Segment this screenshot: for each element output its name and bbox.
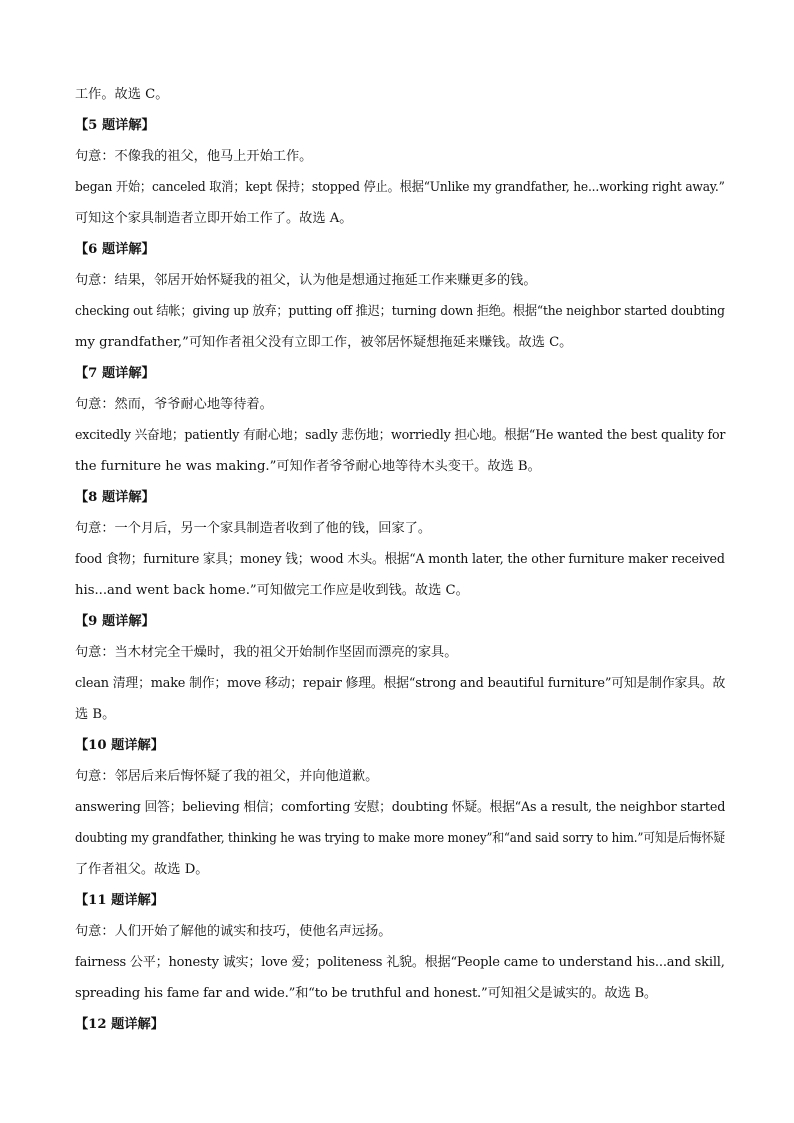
text-line: 句意：一个月后，另一个家具制造者收到了他的钱，回家了。 [75, 521, 432, 536]
text-line: 句意：邻居后来后悔怀疑了我的祖父，并向他道歉。 [75, 769, 379, 784]
question-heading: 【6 题详解】 [75, 242, 155, 257]
text-line: 了作者祖父。故选 D。 [75, 862, 209, 877]
document-page [75, 79, 725, 1040]
text-line: 句意：结果，邻居开始怀疑我的祖父，认为他是想通过拖延工作来赚更多的钱。 [75, 273, 537, 288]
text-line: 句意：不像我的祖父，他马上开始工作。 [75, 149, 313, 164]
text-line: spreading his fame far and wide.”和“to be truthful and honest.”可知祖父是诚实的。故选 B。 [75, 986, 657, 1001]
text-line: doubting my grandfather, thinking he was trying to make more money”和“and said sorry to him.”可知是后悔怀疑 [75, 831, 725, 846]
text-line: clean 清理；make 制作；move 移动；repair 修理。根据“strong and beautiful furniture”可知是制作家具。故 [75, 676, 726, 691]
text-line: 工作。故选 C。 [75, 87, 169, 102]
text-line: 句意：当木材完全干燥时，我的祖父开始制作坚固而漂亮的家具。 [75, 645, 458, 660]
text-line: the furniture he was making.”可知作者爷爷耐心地等待木头变干。故选 B。 [75, 459, 541, 474]
question-heading: 【5 题详解】 [75, 118, 155, 133]
text-line: 选 B。 [75, 707, 116, 722]
text-line: fairness 公平；honesty 诚实；love 爱；politeness 礼貌。根据“People came to understand his...and skill, [75, 955, 725, 970]
question-heading: 【12 题详解】 [75, 1017, 164, 1032]
text-line: 句意：人们开始了解他的诚实和技巧，使他名声远扬。 [75, 924, 392, 939]
text-line: 可知这个家具制造者立即开始工作了。故选 A。 [75, 211, 353, 226]
text-line: excitedly 兴奋地；patiently 有耐心地；sadly 悲伤地；worriedly 担心地。根据“He wanted the best quality for [75, 428, 726, 443]
question-heading: 【7 题详解】 [75, 366, 155, 381]
text-line: 句意：然而，爷爷耐心地等待着。 [75, 397, 273, 412]
text-line: checking out 结帐；giving up 放弃；putting off 推迟；turning down 拒绝。根据“the neighbor started doubting [75, 304, 725, 319]
text-line: began 开始；canceled 取消；kept 保持；stopped 停止。根据“Unlike my grandfather, he...working right away.” [75, 180, 725, 195]
question-heading: 【11 题详解】 [75, 893, 164, 908]
text-line: food 食物；furniture 家具；money 钱；wood 木头。根据“A month later, the other furniture maker received [75, 552, 725, 567]
text-line: my grandfather,”可知作者祖父没有立即工作，被邻居怀疑想拖延来赚钱。故选 C。 [75, 335, 573, 350]
question-heading: 【9 题详解】 [75, 614, 155, 629]
question-heading: 【10 题详解】 [75, 738, 164, 753]
text-line: answering 回答；believing 相信；comforting 安慰；doubting 怀疑。根据“As a result, the neighbor started [75, 800, 726, 815]
question-heading: 【8 题详解】 [75, 490, 155, 505]
text-line: his...and went back home.”可知做完工作应是收到钱。故选 C。 [75, 583, 469, 598]
